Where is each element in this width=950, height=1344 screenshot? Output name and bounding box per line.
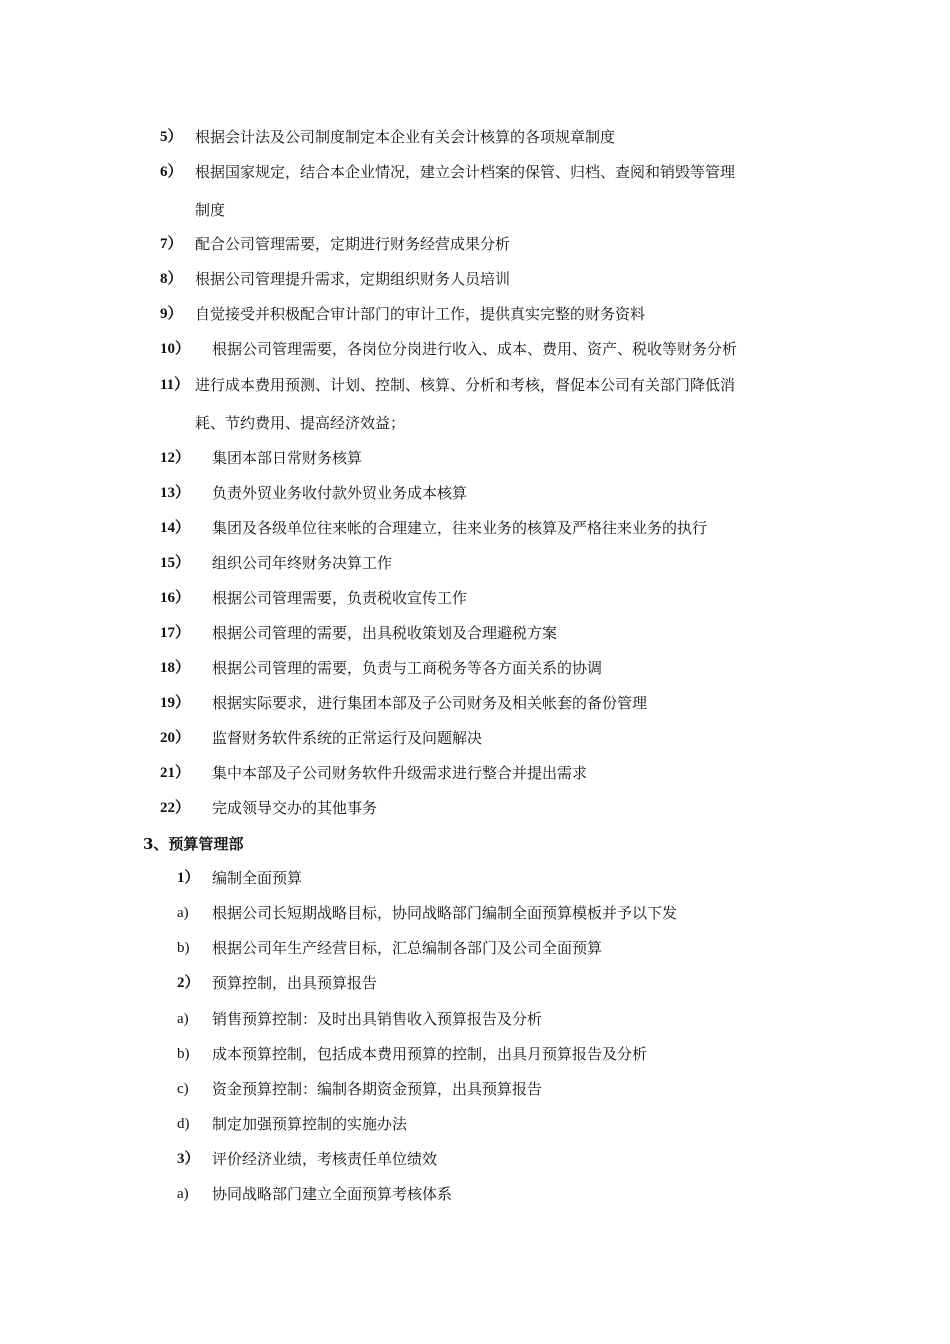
list-item-number: 21） bbox=[160, 765, 191, 781]
list-item-text: 完成领导交办的其他事务 bbox=[212, 799, 378, 817]
section-item-text: 根据公司年生产经营目标，汇总编制各部门及公司全面预算 bbox=[212, 939, 603, 957]
list-item-continuation: 制度 bbox=[195, 201, 226, 219]
section-item-number: 1） bbox=[177, 870, 200, 886]
list-item-number: 14） bbox=[160, 520, 191, 536]
list-item-text: 根据公司管理需要，负责税收宣传工作 bbox=[212, 589, 468, 607]
list-item-text: 自觉接受并积极配合审计部门的审计工作，提供真实完整的财务资料 bbox=[195, 305, 646, 323]
section-item-number: 3） bbox=[177, 1151, 200, 1167]
list-item-number: 20） bbox=[160, 730, 191, 746]
section-item-text: 根据公司长短期战略目标，协同战略部门编制全面预算模板并予以下发 bbox=[212, 904, 678, 922]
list-item-number: 8） bbox=[160, 271, 183, 287]
list-item-text: 集团及各级单位往来帐的合理建立，往来业务的核算及严格往来业务的执行 bbox=[212, 519, 708, 537]
section-item-text: 预算控制，出具预算报告 bbox=[212, 974, 378, 992]
list-item-number: 13） bbox=[160, 485, 191, 501]
section-item-letter: a) bbox=[177, 1186, 189, 1202]
list-item-text: 根据公司管理需要，各岗位分岗进行收入、成本、费用、资产、税收等财务分析 bbox=[212, 340, 738, 358]
section-item-letter: b) bbox=[177, 940, 190, 956]
list-item-number: 10） bbox=[160, 341, 191, 357]
list-item-number: 22） bbox=[160, 800, 191, 816]
list-item-number: 18） bbox=[160, 660, 191, 676]
list-item-number: 11） bbox=[160, 377, 190, 393]
section-heading: 3、预算管理部 bbox=[143, 835, 244, 853]
list-item-text: 配合公司管理需要，定期进行财务经营成果分析 bbox=[195, 235, 511, 253]
list-item-text: 集团本部日常财务核算 bbox=[212, 449, 363, 467]
list-item-text: 根据公司管理的需要，负责与工商税务等各方面关系的协调 bbox=[212, 659, 603, 677]
list-item-number: 7） bbox=[160, 236, 183, 252]
section-item-text: 资金预算控制：编制各期资金预算，出具预算报告 bbox=[212, 1080, 543, 1098]
list-item-number: 6） bbox=[160, 164, 183, 180]
list-item-text: 负责外贸业务收付款外贸业务成本核算 bbox=[212, 484, 468, 502]
list-item-text: 监督财务软件系统的正常运行及问题解决 bbox=[212, 729, 483, 747]
list-item-text: 根据公司管理提升需求，定期组织财务人员培训 bbox=[195, 270, 511, 288]
list-item-text: 集中本部及子公司财务软件升级需求进行整合并提出需求 bbox=[212, 764, 588, 782]
list-item-number: 19） bbox=[160, 695, 191, 711]
section-item-letter: b) bbox=[177, 1046, 190, 1062]
list-item-continuation: 耗、节约费用、提高经济效益； bbox=[195, 414, 406, 432]
section-item-letter: c) bbox=[177, 1081, 189, 1097]
section-item-text: 制定加强预算控制的实施办法 bbox=[212, 1115, 408, 1133]
section-item-letter: a) bbox=[177, 1011, 189, 1027]
section-item-letter: a) bbox=[177, 905, 189, 921]
section-item-text: 协同战略部门建立全面预算考核体系 bbox=[212, 1185, 453, 1203]
section-item-text: 编制全面预算 bbox=[212, 869, 303, 887]
list-item-number: 15） bbox=[160, 555, 191, 571]
list-item-number: 9） bbox=[160, 306, 183, 322]
list-item-text: 根据实际要求，进行集团本部及子公司财务及相关帐套的备份管理 bbox=[212, 694, 648, 712]
section-item-text: 销售预算控制：及时出具销售收入预算报告及分析 bbox=[212, 1010, 543, 1028]
list-item-number: 17） bbox=[160, 625, 191, 641]
list-item-number: 16） bbox=[160, 590, 191, 606]
list-item-text: 根据国家规定，结合本企业情况，建立会计档案的保管、归档、查阅和销毁等管理 bbox=[195, 163, 736, 181]
section-item-text: 评价经济业绩，考核责任单位绩效 bbox=[212, 1150, 438, 1168]
section-item-number: 2） bbox=[177, 975, 200, 991]
list-item-text: 组织公司年终财务决算工作 bbox=[212, 554, 393, 572]
section-item-text: 成本预算控制，包括成本费用预算的控制，出具月预算报告及分析 bbox=[212, 1045, 648, 1063]
list-item-number: 12） bbox=[160, 450, 191, 466]
list-item-text: 根据会计法及公司制度制定本企业有关会计核算的各项规章制度 bbox=[195, 128, 616, 146]
section-item-letter: d) bbox=[177, 1116, 190, 1132]
list-item-text: 根据公司管理的需要，出具税收策划及合理避税方案 bbox=[212, 624, 558, 642]
list-item-text: 进行成本费用预测、计划、控制、核算、分析和考核，督促本公司有关部门降低消 bbox=[195, 376, 736, 394]
list-item-number: 5） bbox=[160, 129, 183, 145]
